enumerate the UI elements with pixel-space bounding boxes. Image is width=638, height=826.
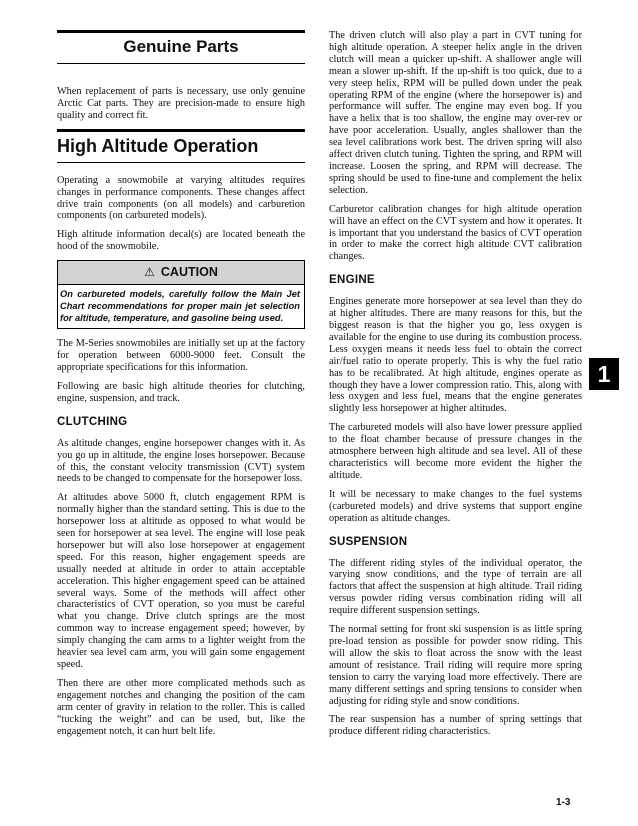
engine-heading: ENGINE: [329, 274, 375, 287]
clutching-paragraph-3: Then there are other more complicated methods such as engagement notches and changing the position of the cam arm center of gravity in relation to the roller. This is called “tucking the weight” and can be used, but, like the engagement notch, it can hurt belt life.: [57, 677, 305, 737]
engine-paragraph-1: Engines generate more horsepower at sea level than they do at higher altitudes. There are many reasons for this, but the biggest reason is that the higher you go, less oxygen is available for the engine to use during its combustion process. Less oxygen means it needs less fuel to obtain the correct air/fuel ratio to operate properly. This is why the fuel ratio has to be recalibrated. At high altitude, engines operate as though they have a lower compression ratio. This, along with less oxygen and less fuel, means that the engine generates slightly less horsepower at higher altitudes.: [329, 296, 582, 415]
high-altitude-title: High Altitude Operation: [57, 135, 259, 156]
engine-paragraph-3: It will be necessary to make changes to the fuel systems (carbureted models) and drive systems that support engine operation as altitude changes.: [329, 488, 582, 524]
clutching-heading: CLUTCHING: [57, 415, 128, 428]
suspension-paragraph-2: The normal setting for front ski suspension is as little spring pre-load tension as possible for powder snow riding. This will allow the skis to float across the snow with the least amount of resistance. Trail riding will require more spring tension to carry the varying load more effectively. There are many different settings and spring tensions to consider when adjusting for riding style and snow conditions.: [329, 624, 582, 707]
suspension-paragraph-3: The rear suspension has a number of spring settings that produce different riding characteristics.: [329, 714, 582, 738]
genuine-parts-title: Genuine Parts: [123, 37, 239, 56]
genuine-parts-text: When replacement of parts is necessary, use only genuine Arctic Cat parts. They are precision-made to ensure high quality and correct fit.: [57, 86, 305, 121]
right-column: [329, 30, 582, 745]
high-altitude-title-box: [57, 129, 305, 163]
page-number: 1-3: [556, 797, 571, 808]
caution-box: [57, 260, 305, 329]
caution-text: On carbureted models, carefully follow the Main Jet Chart recommendations for proper main jet selection for altitude, temperature, and gasoline being used.: [60, 289, 300, 324]
driven-clutch-paragraph: The driven clutch will also play a part in CVT tuning for high altitude operation. A steeper helix angle in the driven clutch will mean a quicker up-shift. A shallower angle will mean a slower up-shift. If the up-shift is too quick, due to a very steep helix, RPM will be pulled down under the peak operating RPM of the engine (where the horsepower is) and performance will suffer. The engine may even bog. If you have a helix that is too shallow, the engine may over-rev or have poor acceleration. Usually, angles shallower than the sea level calibrations work best. The driven spring will also affect driven clutch tuning. Tighten the spring, and RPM will increase. Loosen the spring, and RPM will decrease. The spring should be used to fine-tune and complement the helix selection.: [329, 30, 582, 196]
genuine-parts-title-box: [57, 30, 305, 64]
warning-triangle-icon: ⚠: [144, 265, 155, 280]
engine-paragraph-2: The carbureted models will also have lower pressure applied to the float chamber because of pressure changes in the atmosphere between high altitude and sea level. All of these characteristics will become more evident the higher the altitude.: [329, 422, 582, 481]
carburetor-calibration-paragraph: Carburetor calibration changes for high altitude operation will have an effect on the CVT system and how it operates. It is important that you understand the basics of CVT operation in order to make the correct high altitude CVT calibration changes.: [329, 203, 582, 263]
high-altitude-paragraph-1: Operating a snowmobile at varying altitudes requires changes in performance components. These changes affect drive train components (on all models) and carburetion components (on carbureted models).: [57, 174, 305, 222]
left-column: [57, 30, 305, 744]
high-altitude-paragraph-3: The M-Series snowmobiles are initially set up at the factory for operation between 6000-9000 feet. Consult the appropriate specifications for this information.: [57, 338, 305, 373]
clutching-paragraph-1: As altitude changes, engine horsepower changes with it. As you go up in altitude, the engine loses horsepower. Because of this, the constant velocity transmission (CVT) system needs to be changed to compensate for the horsepower loss.: [57, 437, 305, 485]
caution-label: CAUTION: [160, 265, 218, 280]
chapter-tab: 1: [589, 358, 619, 390]
high-altitude-paragraph-2: High altitude information decal(s) are located beneath the hood of the snowmobile.: [57, 229, 305, 253]
suspension-paragraph-1: The different riding styles of the individual operator, the varying snow conditions, and the type of terrain are all factors that affect the suspension at high altitude. Trail riding versus powder riding versus combination riding will all require different suspension settings.: [329, 557, 582, 617]
caution-header: [58, 261, 304, 285]
clutching-paragraph-2: At altitudes above 5000 ft, clutch engagement RPM is normally higher than the standard setting. This is due to the horsepower loss at altitude as opposed to what would be seen for horsepower at sea level. The engine will lose peak horsepower but will also lose horsepower at engagement speed. For this reason, higher engagement speeds are usually needed at altitude in order to attain acceptable acceleration. This higher engagement speed can be attained several ways. Some of the methods will affect other characteristics of CVT operation, so you must be careful what you change. Drive clutch springs are the most common way to increase engagement speed; however, by simply changing the cam arms to a lighter weight from the heavier sea level cam arm, you will gain some engagement speed.: [57, 492, 305, 670]
suspension-heading: SUSPENSION: [329, 535, 408, 548]
high-altitude-paragraph-4: Following are basic high altitude theories for clutching, engine, suspension, and track.: [57, 380, 305, 404]
